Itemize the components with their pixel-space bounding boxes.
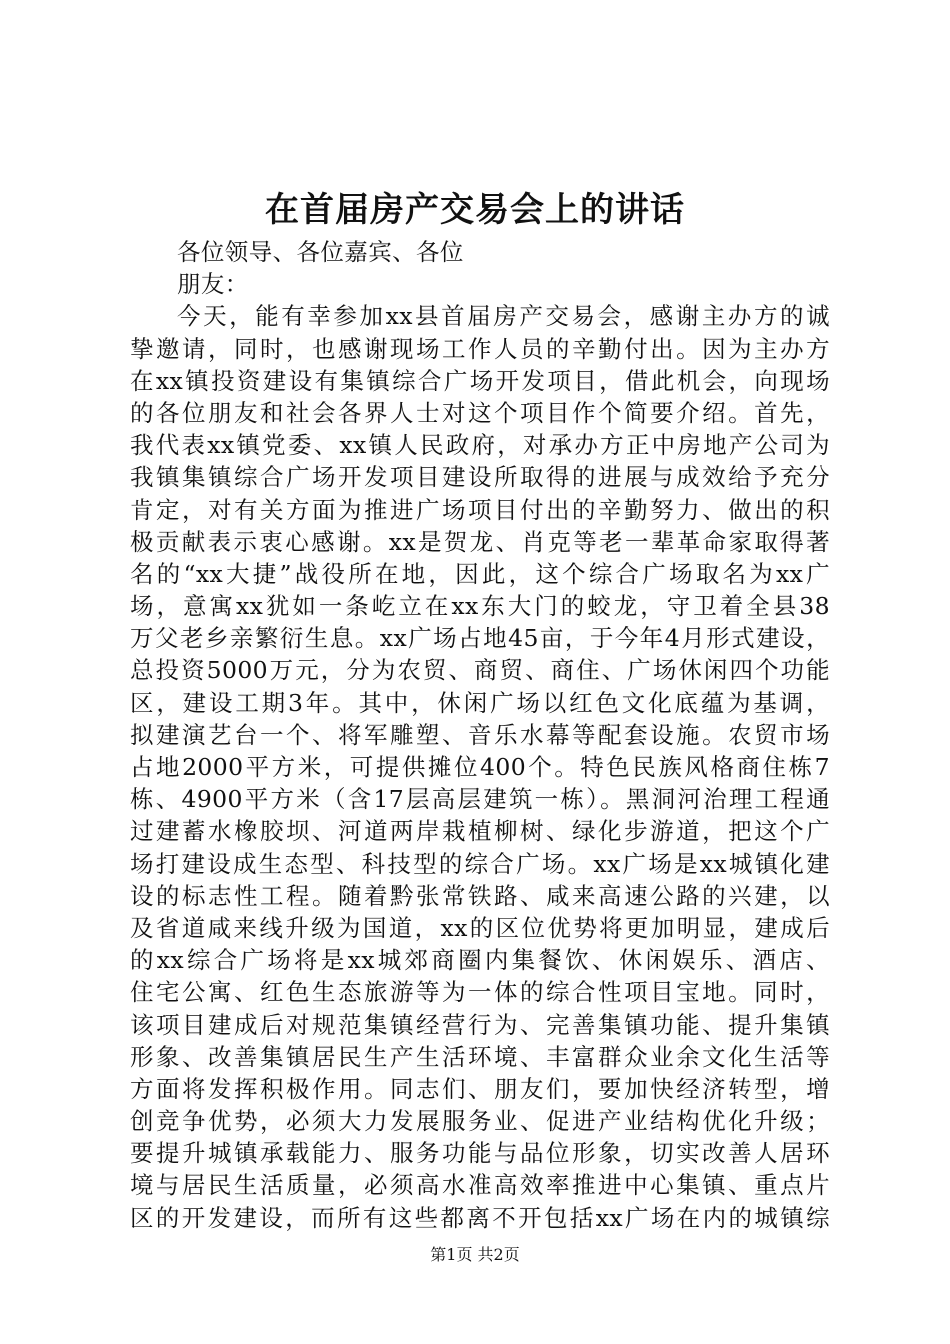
paragraph-line: 该项目建成后对规范集镇经营行为、完善集镇功能、提升集镇 (130, 1010, 830, 1039)
paragraph-line: 过建蓄水橡胶坝、河道两岸栽植柳树、绿化步游道，把这个广 (130, 817, 830, 846)
paragraph-line: 区的开发建设，而所有这些都离不开包括xx广场在内的城镇综 (130, 1203, 830, 1232)
paragraph-line: 要提升城镇承载能力、服务功能与品位形象，切实改善人居环 (130, 1139, 830, 1168)
paragraph-line: 今天，能有幸参加xx县首届房产交易会，感谢主办方的诚 (177, 302, 830, 331)
paragraph-line: 方面将发挥积极作用。同志们、朋友们，要加快经济转型，增 (130, 1074, 830, 1103)
paragraph-line: 住宅公寓、红色生态旅游等为一体的综合性项目宝地。同时， (130, 978, 830, 1007)
paragraph-line: 境与居民生活质量，必须高水准高效率推进中心集镇、重点片 (130, 1171, 830, 1200)
paragraph-line: 肯定，对有关方面为推进广场项目付出的辛勤努力、做出的积 (130, 495, 830, 524)
page-footer: 第1页 共2页 (430, 1245, 520, 1264)
paragraph-line: 总投资5000万元，分为农贸、商贸、商住、广场休闲四个功能 (130, 656, 830, 685)
paragraph-line: 的xx综合广场将是xx城郊商圈内集餐饮、休闲娱乐、酒店、 (130, 946, 830, 975)
paragraph-line: 区，建设工期3年。其中，休闲广场以红色文化底蕴为基调， (130, 688, 830, 717)
paragraph-line: 我镇集镇综合广场开发项目建设所取得的进展与成效给予充分 (130, 463, 830, 492)
paragraph-line: 我代表xx镇党委、xx镇人民政府，对承办方正中房地产公司为 (130, 431, 830, 460)
paragraph-line: 创竞争优势，必须大力发展服务业、促进产业结构优化升级； (130, 1107, 830, 1136)
paragraph-line: 万父老乡亲繁衍生息。xx广场占地45亩，于今年4月形式建设， (130, 624, 830, 653)
paragraph-line: 在xx镇投资建设有集镇综合广场开发项目，借此机会，向现场 (130, 366, 830, 395)
paragraph-line: 场，意寓xx犹如一条屹立在xx东大门的蛟龙，守卫着全县38 (130, 592, 830, 621)
paragraph-line: 挚邀请，同时，也感谢现场工作人员的辛勤付出。因为主办方 (130, 334, 830, 363)
paragraph-line: 形象、改善集镇居民生产生活环境、丰富群众业余文化生活等 (130, 1042, 830, 1071)
paragraph-line: 栋、4900平方米（含17层高层建筑一栋）。黑洞河治理工程通 (130, 785, 830, 814)
document-title: 在首届房产交易会上的讲话 (265, 190, 685, 230)
paragraph-line: 名的“xx大捷”战役所在地，因此，这个综合广场取名为xx广 (130, 559, 830, 588)
paragraph-line: 场打建设成生态型、科技型的综合广场。xx广场是xx城镇化建 (130, 849, 830, 878)
salutation-line: 朋友： (177, 270, 249, 299)
paragraph-line: 设的标志性工程。随着黔张常铁路、咸来高速公路的兴建，以 (130, 881, 830, 910)
paragraph-line: 拟建演艺台一个、将军雕塑、音乐水幕等配套设施。农贸市场 (130, 720, 830, 749)
document-body (130, 236, 830, 1234)
paragraph-line: 占地2000平方米，可提供摊位400个。特色民族风格商住栋7 (130, 753, 830, 781)
paragraph-line: 及省道咸来线升级为国道，xx的区位优势将更加明显，建成后 (130, 913, 830, 942)
paragraph-line: 的各位朋友和社会各界人士对这个项目作个简要介绍。首先， (130, 398, 830, 427)
paragraph-line: 极贡献表示衷心感谢。xx是贺龙、肖克等老一辈革命家取得著 (130, 527, 830, 556)
salutation-line: 各位领导、各位嘉宾、各位 (177, 238, 464, 266)
